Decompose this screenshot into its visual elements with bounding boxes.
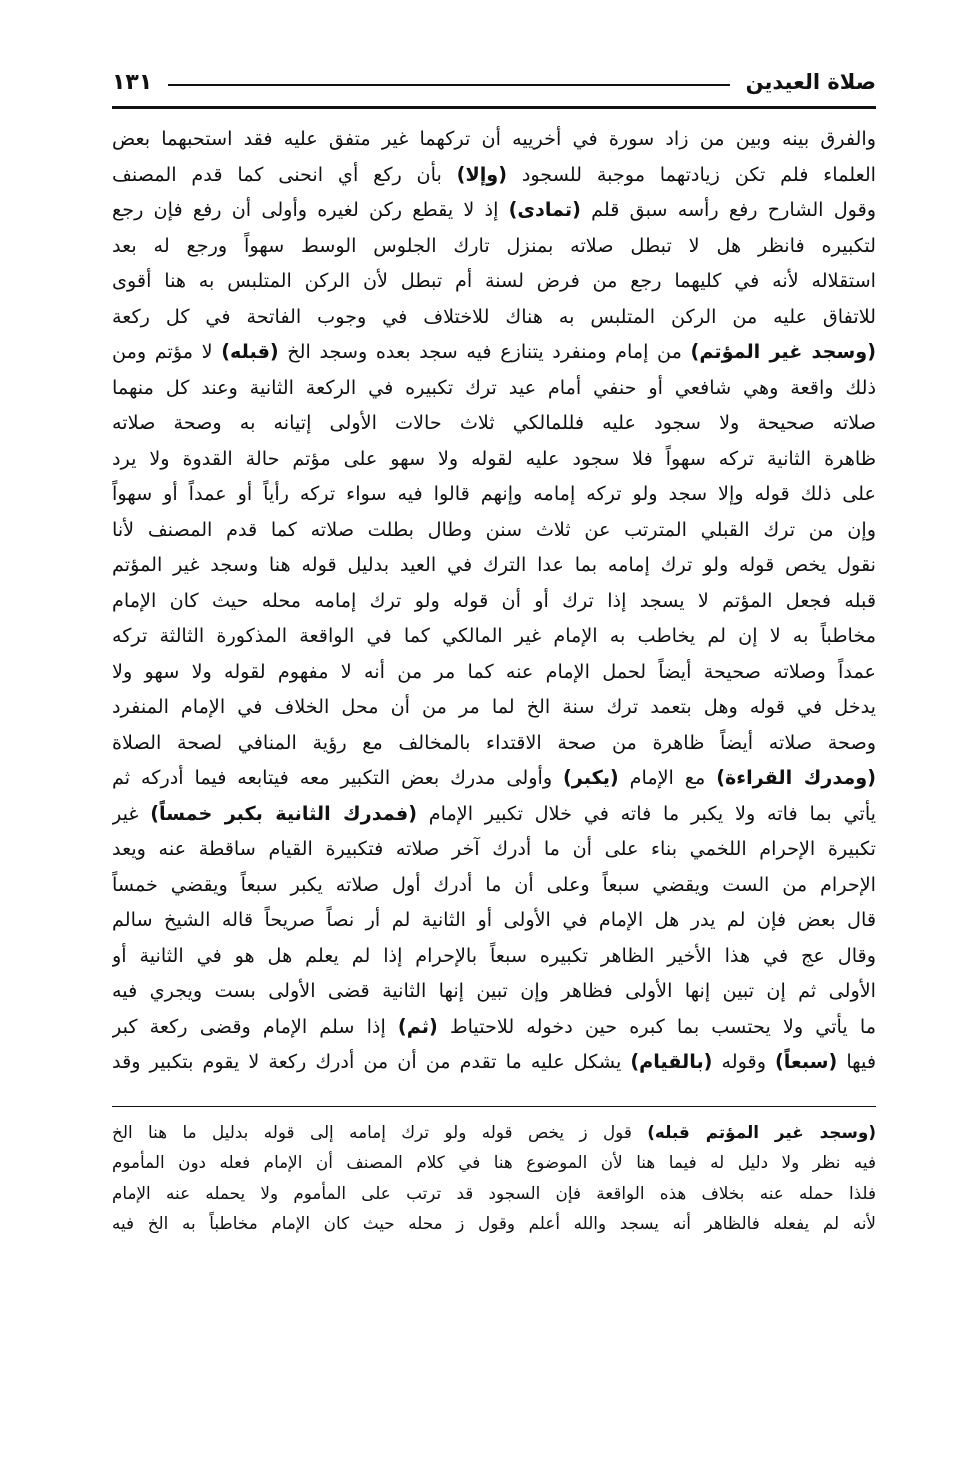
text-line [112, 760, 876, 796]
text-segment: نقول يخص قوله ولو ترك إمامه بما عدا الترك في العيد بدليل قوله هنا وسجد غير المؤتم [112, 553, 876, 576]
text-segment: العلماء فلم تكن زيادتهما موجبة للسجود [507, 162, 876, 186]
text-line [112, 583, 876, 619]
text-segment: فيها [837, 1050, 876, 1073]
header-divider [168, 84, 729, 86]
bold-term: (وسجد غير المؤتم قبله) [647, 1121, 876, 1142]
text-line [112, 121, 876, 157]
text-segment: عمداً وصلاته صحيحة أيضاً لحمل الإمام عنه كما مر من أنه لا مفهوم لقوله ولا سهو ولا [112, 659, 876, 683]
text-line [112, 512, 876, 548]
text-segment: استقلاله لأنه في كليهما رجع من فرض لسنة أم تبطل لأن الركن المتلبس به هنا أقوى [112, 269, 876, 292]
text-line [112, 405, 876, 441]
header-rule [112, 106, 876, 109]
text-line [112, 618, 876, 654]
text-line [112, 547, 876, 583]
footnote-line [112, 1147, 876, 1178]
text-line [112, 725, 876, 761]
text-segment: إذ لا يقطع ركن لغيره وأولى أن رفع فإن رجع [112, 198, 509, 221]
footnotes [112, 1117, 876, 1239]
text-line [112, 192, 876, 228]
footnote-line [112, 1117, 876, 1148]
text-segment: صلاته صحيحة ولا سجود عليه فللمالكي ثلاث حالات الأولى إتيانه به وصحة صلاته [112, 411, 876, 434]
footnote-line [112, 1178, 876, 1209]
text-segment: يشكل عليه ما تقدم من أن من أدرك ركعة لا يقوم بتكبير وقد [112, 1050, 631, 1073]
text-segment: فلذا حمله عنه بخلاف هذه الواقعة فإن السجود قد ترتب على المأموم ولا يحمله عنه الإمام [112, 1182, 876, 1203]
footnote-line [112, 1208, 876, 1239]
bold-term: (ومدرك القراءة) [716, 766, 876, 789]
bold-term: (قبله) [221, 340, 279, 363]
text-segment: وقول الشارح رفع رأسه سبق قلم [580, 198, 876, 221]
text-segment: لتكبيره فانظر هل لا تبطل صلاته بمنزل تارك الجلوس الوسط سهواً ورجع له بعد [112, 233, 876, 257]
text-line [112, 654, 876, 690]
text-segment: لأنه لم يفعله فالظاهر أنه يسجد والله أعلم وقول ز محله حيث كان الإمام مخاطباً به الخ فيه [112, 1213, 876, 1233]
text-segment: إذا سلم الإمام وقضى ركعة كبر [112, 1014, 398, 1038]
text-segment: بأن ركع أي انحنى كما قدم المصنف [112, 162, 457, 186]
text-line [112, 157, 876, 193]
text-line [112, 973, 876, 1009]
bold-term: (تمادى) [508, 198, 581, 221]
text-line [112, 299, 876, 335]
text-line [112, 689, 876, 725]
text-segment: قال بعض فإن لم يدر هل الإمام في الأولى أو الثانية لم أر نصاً صريحاً قاله الشيخ سالم [112, 908, 876, 931]
text-segment: قول ز يخص قوله ولو ترك إمامه إلى قوله بدليل ما هنا الخ [112, 1121, 648, 1142]
bold-term: (وإلا) [456, 162, 508, 186]
text-segment: للاتفاق عليه من الركن المتلبس به هناك للاختلاف في وجوب الفاتحة في كل ركعة [112, 304, 876, 328]
text-line [112, 441, 876, 477]
text-segment: وأولى مدرك بعض التكبير معه فيتابعه فيما أدركه ثم [112, 766, 564, 789]
text-line [112, 1044, 876, 1080]
bold-term: (فمدرك الثانية بكبر خمساً) [150, 801, 417, 825]
bold-term: (بالقيام) [630, 1050, 713, 1073]
bold-term: (سبعاً) [775, 1050, 838, 1073]
text-segment: والفرق بينه وبين من زاد سورة في أخرييه أن تركهما غير متفق عليه فقد استحبهما بعض [112, 127, 876, 150]
text-segment: ظاهرة الثانية تركه سهواً فلا سجود عليه لقوله ولا سهو على مؤتم حالة القدوة ولا يرد [112, 446, 876, 470]
text-line [112, 263, 876, 299]
text-segment: مع الإمام [618, 766, 717, 789]
text-line [112, 334, 876, 370]
page-number: ١٣١ [112, 69, 153, 95]
main-text [112, 121, 876, 1080]
bold-term: (وسجد غير المؤتم) [690, 340, 876, 363]
book-page [112, 62, 876, 1442]
text-line [112, 1009, 876, 1045]
text-segment: لا مؤتم ومن [112, 340, 222, 363]
text-line [112, 228, 876, 264]
text-line [112, 370, 876, 406]
text-segment: فيه نظر ولا دليل له فيما هنا لأن الموضوع هنا في كلام المصنف أن الإمام فعله دون المأموم [112, 1152, 876, 1172]
text-line [112, 831, 876, 867]
footnote-divider [112, 1106, 876, 1107]
text-segment: وقال عج في هذا الأخير الظاهر تكبيره سبعاً بالإحرام إذا لم يعلم هل هو في الثانية أو [112, 943, 876, 967]
text-segment: يدخل في قوله وهل بتعمد ترك سنة الخ لما مر من أن محل الخلاف في الإمام المنفرد [112, 695, 876, 718]
text-line [112, 796, 876, 832]
text-line [112, 476, 876, 512]
text-segment: ما يأتي ولا يحتسب بما كبره حين دخوله للاحتياط [437, 1014, 876, 1038]
text-segment: غير [112, 801, 151, 825]
text-line [112, 867, 876, 903]
text-segment: الإحرام من الست ويقضي سبعاً وعلى أن ما أدرك أول صلاته يكبر سبعاً ويقضي خمساً [112, 872, 876, 896]
text-segment: مخاطباً به لا إن لم يخاطب به الإمام غير المالكي كما في الواقعة المذكورة الثالثة تركه [112, 624, 876, 647]
text-segment: ذلك واقعة وهي شافعي أو حنفي أمام عيد ترك تكبيره في الركعة الثانية وعند كل منهما [112, 375, 876, 399]
text-segment: يأتي بما فاته ولا يكبر ما فاته في خلال تكبير الإمام [416, 801, 876, 825]
text-segment: وصحة صلاته أيضاً ظاهرة من صحة الاقتداء بالمخالف مع رؤية المنافي لصحة الصلاة [112, 730, 876, 754]
page-header [112, 62, 876, 102]
bold-term: (يكبر) [563, 766, 619, 789]
text-segment: وإن من ترك القبلي المترتب عن ثلاث سنن وطال بطلت صلاته كما قدم المصنف لأنا [112, 517, 876, 541]
bold-term: (ثم) [397, 1014, 438, 1038]
text-segment: وقوله [712, 1050, 776, 1073]
running-title: صلاة العيدين [745, 70, 876, 94]
text-segment: من إمام ومنفرد يتنازع فيه سجد بعده وسجد الخ [278, 340, 691, 363]
text-line [112, 902, 876, 938]
text-segment: الأولى ثم إن تبين إنها الأولى فظاهر وإن تبين إنها الثانية قضى الأولى بست ويجري فيه [112, 979, 876, 1002]
text-segment: على ذلك قوله وإلا سجد ولو تركه إمامه وإنهم قالوا فيه سواء تركه رأياً أو عمداً أو سهواً [112, 482, 876, 505]
text-line [112, 938, 876, 974]
text-segment: قبله فجعل المؤتم لا يسجد إذا ترك أو أن قوله ولو ترك إمامه محله حيث كان الإمام [112, 588, 876, 612]
text-segment: تكبيرة الإحرام اللخمي بناء على أن ما أدرك آخر صلاته فتكبيرة القيام ساقطة عنه ويعد [112, 837, 876, 860]
